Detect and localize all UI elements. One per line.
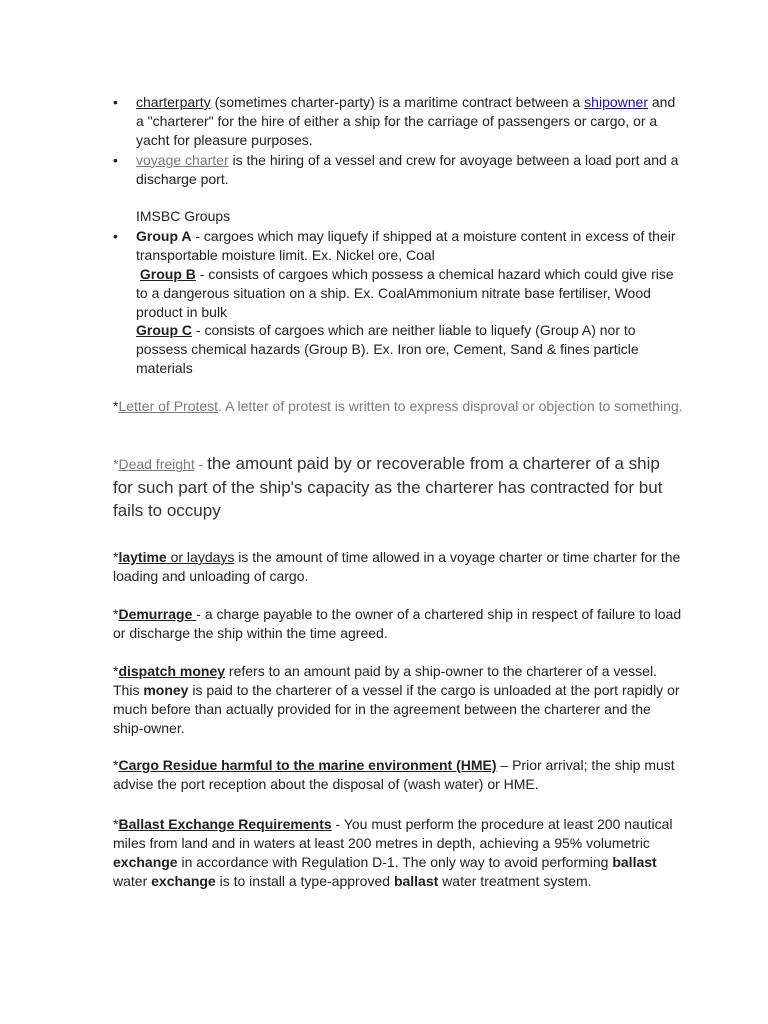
demurrage-term: Demurrage [118, 606, 197, 622]
voyage-charter-definition: voyage charter is the hiring of a vessel and crew for avoyage between a load port and a discharge port. [136, 152, 679, 187]
ballast-exchange-definition: *Ballast Exchange Requirements - You must perform the procedure at least 200 nautical miles from land and in waters at least 200 metres in depth, achieving a 95% volumetric exchange in accordance with Regulation D-1. The only way to avoid performing ballast water exchange is to install a type-approved ballast water treatment system. [113, 816, 673, 889]
bullet-dot: • [113, 94, 118, 110]
group-a-definition: Group A - cargoes which may liquefy if shipped at a moisture content in excess of their transportable moisture limit. Ex. Nickel ore, Coal [136, 228, 676, 263]
group-c-label: Group C [136, 322, 192, 338]
group-b-definition: Group B - consists of cargoes which possess a chemical hazard which could give rise to a dangerous situation on a ship. Ex. CoalAmmonium nitrate base fertiliser, Wood product in bulk [136, 266, 674, 320]
laytime-term: laytime [118, 549, 167, 565]
group-a-label: Group A [136, 228, 192, 244]
group-b-label: Group B [139, 266, 196, 282]
dead-freight-term[interactable]: Dead freight [118, 456, 195, 472]
dead-freight-definition: *Dead freight - the amount paid by or recoverable from a charterer of a ship for such part of the ship's capacity as the charterer has contracted for but fails to occupy [113, 454, 663, 520]
shipowner-link[interactable]: shipowner [584, 94, 648, 110]
demurrage-definition: *Demurrage - a charge payable to the owner of a chartered ship in respect of failure to load or discharge the ship within the time agreed. [113, 606, 682, 641]
ballast-exchange-term: Ballast Exchange Requirements [118, 816, 332, 832]
laytime-definition: *laytime or laydays is the amount of time allowed in a voyage charter or time charter for the loading and unloading of cargo. [113, 549, 681, 584]
imsbc-heading: IMSBC Groups [136, 208, 231, 224]
charterparty-term[interactable]: charterparty [136, 94, 211, 110]
group-c-definition: Group C - consists of cargoes which are neither liable to liquefy (Group A) nor to possess chemical hazards (Group B). Ex. Iron ore, Cement, Sand & fines particle materials [136, 322, 639, 376]
hme-term: Cargo Residue harmful to the marine environment (HME) [118, 757, 497, 773]
charterparty-definition: charterparty (sometimes charter-party) is a maritime contract between a shipowner and a "charterer" for the hire of either a ship for the carriage of passengers or cargo, or a yacht for pleasure purposes. [136, 94, 676, 148]
letter-of-protest-definition: *Letter of Protest. A letter of protest is written to express disproval or objection to something. [113, 398, 683, 414]
dispatch-money-term: dispatch money [118, 663, 226, 679]
bullet-dot: • [113, 228, 118, 244]
hme-definition: *Cargo Residue harmful to the marine environment (HME) – Prior arrival; the ship must advise the port reception about the disposal of (wash water) or HME. [113, 757, 675, 792]
dispatch-money-definition: *dispatch money refers to an amount paid by a ship-owner to the charterer of a vessel. This money is paid to the charterer of a vessel if the cargo is unloaded at the port rapidly or much before than actually provided for in the agreement between the charterer and the ship-owner. [113, 663, 680, 736]
bullet-dot: • [113, 152, 118, 168]
voyage-charter-term[interactable]: voyage charter [136, 152, 229, 168]
letter-of-protest-term[interactable]: Letter of Protest [118, 398, 219, 414]
